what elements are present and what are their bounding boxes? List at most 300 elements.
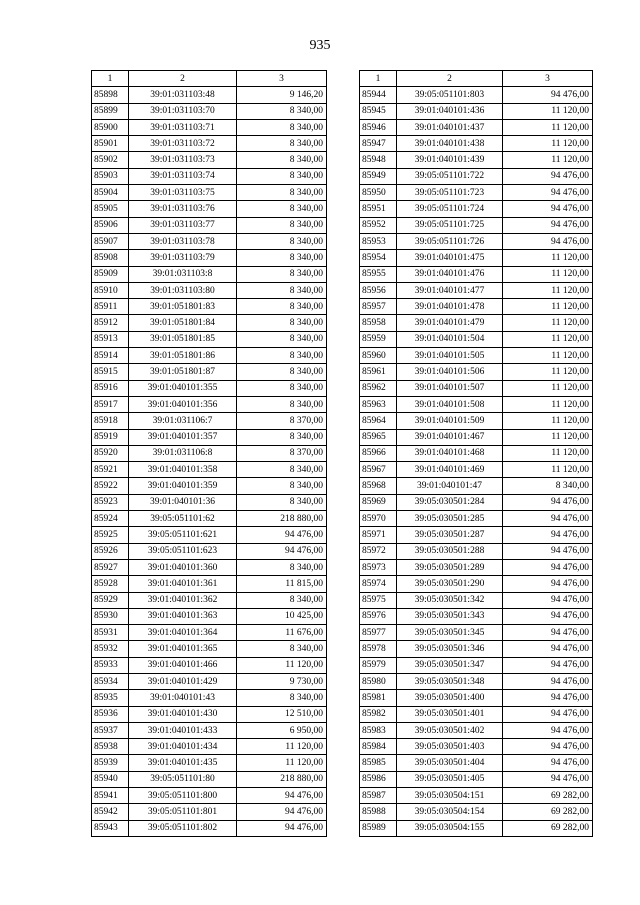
table-row [360,168,593,184]
cadastral-value: 11 676,00 [237,625,327,641]
table-row [92,331,327,347]
cadastral-number: 39:01:031103:77 [129,217,237,233]
row-number: 85948 [360,152,397,168]
cadastral-number: 39:01:040101:466 [129,657,237,673]
cadastral-value: 11 120,00 [503,152,593,168]
table-row [92,771,327,787]
table-row [360,136,593,152]
cadastral-number: 39:01:051801:87 [129,364,237,380]
row-number: 85926 [92,543,129,559]
row-number: 85934 [92,673,129,689]
cadastral-number: 39:05:051101:621 [129,527,237,543]
row-number: 85987 [360,788,397,804]
cadastral-number: 39:01:031103:78 [129,233,237,249]
cadastral-number: 39:01:040101:467 [397,429,503,445]
cadastral-value: 94 476,00 [503,559,593,575]
cadastral-value: 69 282,00 [503,804,593,820]
table-row [92,657,327,673]
cadastral-value: 94 476,00 [503,722,593,738]
cadastral-value: 8 340,00 [237,136,327,152]
cadastral-number: 39:01:040101:507 [397,380,503,396]
row-number: 85947 [360,136,397,152]
cadastral-value: 11 120,00 [503,445,593,461]
cadastral-number: 39:01:031103:75 [129,185,237,201]
table-row [92,755,327,771]
cadastral-value: 94 476,00 [237,788,327,804]
cadastral-value: 8 340,00 [237,168,327,184]
row-number: 85909 [92,266,129,282]
table-row [92,429,327,445]
cadastral-number: 39:05:030501:401 [397,706,503,722]
row-number: 85938 [92,739,129,755]
cadastral-value: 11 120,00 [503,250,593,266]
table-row [360,185,593,201]
cadastral-value: 94 476,00 [503,217,593,233]
table-row [92,559,327,575]
table-row [360,690,593,706]
table-row [92,494,327,510]
cadastral-value: 94 476,00 [503,739,593,755]
row-number: 85916 [92,380,129,396]
cadastral-value: 94 476,00 [503,233,593,249]
row-number: 85962 [360,380,397,396]
cadastral-value: 94 476,00 [503,690,593,706]
table-row [360,625,593,641]
cadastral-value: 11 120,00 [503,103,593,119]
table-row [92,608,327,624]
table-row [92,820,327,836]
row-number: 85969 [360,494,397,510]
table-row [92,380,327,396]
table-row [360,543,593,559]
table-row [92,315,327,331]
cadastral-number: 39:01:031103:73 [129,152,237,168]
cadastral-number: 39:05:030501:347 [397,657,503,673]
table-row [360,755,593,771]
cadastral-number: 39:05:030501:343 [397,608,503,624]
cadastral-value: 69 282,00 [503,788,593,804]
cadastral-value: 11 120,00 [503,136,593,152]
cadastral-value: 11 120,00 [503,315,593,331]
table-row [360,152,593,168]
column-header-number: 1 [360,71,397,87]
table-row [360,87,593,103]
table-row [92,788,327,804]
row-number: 85917 [92,396,129,412]
cadastral-number: 39:01:040101:362 [129,592,237,608]
row-number: 85911 [92,299,129,315]
table-row [92,299,327,315]
cadastral-number: 39:05:051101:62 [129,511,237,527]
row-number: 85945 [360,103,397,119]
cadastral-number: 39:05:030501:290 [397,576,503,592]
row-number: 85951 [360,201,397,217]
cadastral-value: 218 880,00 [237,771,327,787]
row-number: 85914 [92,348,129,364]
table-row [92,413,327,429]
row-number: 85949 [360,168,397,184]
row-number: 85898 [92,87,129,103]
row-number: 85975 [360,592,397,608]
register-table-left [91,70,327,837]
cadastral-number: 39:01:040101:506 [397,364,503,380]
row-number: 85922 [92,478,129,494]
table-row [360,478,593,494]
table-row [360,282,593,298]
cadastral-number: 39:01:040101:437 [397,119,503,135]
row-number: 85952 [360,217,397,233]
cadastral-number: 39:01:040101:476 [397,266,503,282]
cadastral-value: 69 282,00 [503,820,593,836]
cadastral-value: 11 120,00 [237,755,327,771]
row-number: 85902 [92,152,129,168]
row-number: 85981 [360,690,397,706]
table-row [92,739,327,755]
table-row [360,657,593,673]
table-row [92,396,327,412]
cadastral-number: 39:01:031103:71 [129,119,237,135]
cadastral-value: 94 476,00 [237,804,327,820]
cadastral-number: 39:05:030504:154 [397,804,503,820]
cadastral-number: 39:01:040101:439 [397,152,503,168]
row-number: 85901 [92,136,129,152]
table-row [92,804,327,820]
cadastral-value: 218 880,00 [237,511,327,527]
cadastral-number: 39:01:040101:435 [129,755,237,771]
cadastral-number: 39:01:040101:433 [129,722,237,738]
column-header-value: 3 [237,71,327,87]
row-number: 85958 [360,315,397,331]
cadastral-value: 94 476,00 [503,168,593,184]
cadastral-value: 94 476,00 [503,641,593,657]
cadastral-number: 39:01:040101:477 [397,282,503,298]
cadastral-number: 39:01:040101:430 [129,706,237,722]
row-number: 85906 [92,217,129,233]
cadastral-number: 39:01:040101:361 [129,576,237,592]
cadastral-value: 8 340,00 [237,478,327,494]
table-row [360,722,593,738]
cadastral-number: 39:05:030501:342 [397,592,503,608]
table-row [92,673,327,689]
cadastral-value: 8 340,00 [237,690,327,706]
cadastral-number: 39:05:051101:724 [397,201,503,217]
table-row [92,722,327,738]
cadastral-value: 8 340,00 [237,299,327,315]
cadastral-value: 94 476,00 [503,87,593,103]
table-row [92,152,327,168]
cadastral-number: 39:01:040101:508 [397,396,503,412]
cadastral-number: 39:01:051801:83 [129,299,237,315]
row-number: 85984 [360,739,397,755]
column-header-cadastral: 2 [129,71,237,87]
cadastral-value: 11 815,00 [237,576,327,592]
row-number: 85966 [360,445,397,461]
cadastral-number: 39:01:040101:357 [129,429,237,445]
cadastral-number: 39:05:051101:803 [397,87,503,103]
row-number: 85915 [92,364,129,380]
row-number: 85977 [360,625,397,641]
row-number: 85950 [360,185,397,201]
cadastral-number: 39:01:040101:436 [397,103,503,119]
table-row [92,250,327,266]
row-number: 85905 [92,201,129,217]
row-number: 85980 [360,673,397,689]
cadastral-value: 94 476,00 [503,657,593,673]
cadastral-value: 94 476,00 [503,673,593,689]
table-row [92,266,327,282]
row-number: 85940 [92,771,129,787]
cadastral-value: 94 476,00 [503,771,593,787]
cadastral-number: 39:05:030501:402 [397,722,503,738]
cadastral-value: 8 340,00 [237,282,327,298]
cadastral-value: 6 950,00 [237,722,327,738]
row-number: 85982 [360,706,397,722]
cadastral-number: 39:05:030501:289 [397,559,503,575]
cadastral-value: 8 340,00 [237,331,327,347]
row-number: 85972 [360,543,397,559]
cadastral-value: 94 476,00 [503,576,593,592]
cadastral-number: 39:01:040101:429 [129,673,237,689]
cadastral-value: 94 476,00 [503,706,593,722]
cadastral-number: 39:05:030501:285 [397,511,503,527]
cadastral-number: 39:05:030501:345 [397,625,503,641]
cadastral-value: 8 340,00 [237,592,327,608]
cadastral-value: 11 120,00 [503,282,593,298]
cadastral-number: 39:05:030501:288 [397,543,503,559]
cadastral-value: 94 476,00 [237,527,327,543]
row-number: 85921 [92,462,129,478]
cadastral-number: 39:05:051101:800 [129,788,237,804]
row-number: 85933 [92,657,129,673]
column-header-number: 1 [92,71,129,87]
cadastral-number: 39:01:031103:72 [129,136,237,152]
row-number: 85927 [92,559,129,575]
cadastral-value: 11 120,00 [237,657,327,673]
cadastral-value: 8 340,00 [237,119,327,135]
cadastral-value: 8 340,00 [237,152,327,168]
cadastral-number: 39:05:030501:348 [397,673,503,689]
table-row [360,804,593,820]
table-row [360,673,593,689]
row-number: 85943 [92,820,129,836]
table-row [92,625,327,641]
table-header-row [92,71,327,87]
cadastral-value: 94 476,00 [503,755,593,771]
row-number: 85942 [92,804,129,820]
cadastral-number: 39:05:030501:346 [397,641,503,657]
cadastral-number: 39:05:030501:287 [397,527,503,543]
cadastral-number: 39:01:040101:475 [397,250,503,266]
cadastral-value: 8 340,00 [237,233,327,249]
cadastral-number: 39:05:051101:802 [129,820,237,836]
cadastral-value: 94 476,00 [503,592,593,608]
table-row [360,103,593,119]
row-number: 85955 [360,266,397,282]
cadastral-number: 39:05:051101:80 [129,771,237,787]
table-row [360,641,593,657]
cadastral-value: 11 120,00 [237,739,327,755]
row-number: 85963 [360,396,397,412]
row-number: 85939 [92,755,129,771]
table-row [360,429,593,445]
cadastral-number: 39:01:040101:36 [129,494,237,510]
cadastral-number: 39:01:031103:70 [129,103,237,119]
row-number: 85929 [92,592,129,608]
table-row [92,690,327,706]
cadastral-number: 39:01:040101:504 [397,331,503,347]
cadastral-number: 39:01:031106:8 [129,445,237,461]
cadastral-number: 39:05:030504:155 [397,820,503,836]
cadastral-number: 39:01:031103:74 [129,168,237,184]
cadastral-value: 11 120,00 [503,429,593,445]
cadastral-value: 8 340,00 [237,559,327,575]
cadastral-number: 39:05:051101:723 [397,185,503,201]
cadastral-number: 39:01:031103:76 [129,201,237,217]
table-row [360,380,593,396]
cadastral-value: 8 340,00 [237,217,327,233]
row-number: 85904 [92,185,129,201]
cadastral-value: 8 340,00 [237,641,327,657]
row-number: 85954 [360,250,397,266]
cadastral-value: 8 340,00 [237,364,327,380]
cadastral-value: 8 340,00 [237,266,327,282]
table-row [92,217,327,233]
cadastral-number: 39:01:040101:468 [397,445,503,461]
cadastral-value: 11 120,00 [503,364,593,380]
table-row [360,331,593,347]
cadastral-value: 8 340,00 [237,380,327,396]
row-number: 85936 [92,706,129,722]
column-header-value: 3 [503,71,593,87]
cadastral-number: 39:01:040101:478 [397,299,503,315]
cadastral-number: 39:05:030501:400 [397,690,503,706]
row-number: 85903 [92,168,129,184]
table-row [92,478,327,494]
cadastral-number: 39:01:031103:79 [129,250,237,266]
table-row [360,706,593,722]
table-row [92,592,327,608]
cadastral-value: 94 476,00 [503,625,593,641]
row-number: 85960 [360,348,397,364]
cadastral-number: 39:05:030501:405 [397,771,503,787]
row-number: 85944 [360,87,397,103]
register-table-right [359,70,593,837]
row-number: 85974 [360,576,397,592]
cadastral-value: 9 146,20 [237,87,327,103]
page-number: 935 [309,38,331,53]
cadastral-value: 8 340,00 [237,429,327,445]
cadastral-number: 39:05:030501:404 [397,755,503,771]
table-row [360,576,593,592]
table-row [92,136,327,152]
row-number: 85912 [92,315,129,331]
table-row [360,233,593,249]
table-row [92,185,327,201]
cadastral-number: 39:01:051801:84 [129,315,237,331]
row-number: 85968 [360,478,397,494]
cadastral-value: 94 476,00 [503,543,593,559]
row-number: 85918 [92,413,129,429]
row-number: 85910 [92,282,129,298]
row-number: 85985 [360,755,397,771]
cadastral-value: 11 120,00 [503,396,593,412]
row-number: 85979 [360,657,397,673]
table-row [360,315,593,331]
table-row [92,282,327,298]
row-number: 85931 [92,625,129,641]
table-header-row [360,71,593,87]
cadastral-number: 39:05:051101:722 [397,168,503,184]
cadastral-value: 8 340,00 [237,315,327,331]
cadastral-value: 11 120,00 [503,462,593,478]
table-row [360,250,593,266]
row-number: 85959 [360,331,397,347]
row-number: 85989 [360,820,397,836]
cadastral-value: 8 340,00 [503,478,593,494]
table-row [92,364,327,380]
table-row [360,396,593,412]
cadastral-value: 8 340,00 [237,462,327,478]
table-row [360,413,593,429]
table-row [92,641,327,657]
table-row [360,119,593,135]
cadastral-number: 39:01:040101:505 [397,348,503,364]
row-number: 85970 [360,511,397,527]
table-row [92,119,327,135]
cadastral-value: 11 120,00 [503,266,593,282]
cadastral-value: 8 370,00 [237,445,327,461]
table-row [360,608,593,624]
row-number: 85976 [360,608,397,624]
cadastral-number: 39:01:040101:358 [129,462,237,478]
row-number: 85920 [92,445,129,461]
cadastral-value: 94 476,00 [503,608,593,624]
row-number: 85930 [92,608,129,624]
row-number: 85957 [360,299,397,315]
row-number: 85941 [92,788,129,804]
cadastral-value: 11 120,00 [503,331,593,347]
cadastral-value: 94 476,00 [503,201,593,217]
cadastral-number: 39:01:040101:469 [397,462,503,478]
cadastral-number: 39:01:040101:479 [397,315,503,331]
table-row [360,348,593,364]
cadastral-number: 39:01:031103:48 [129,87,237,103]
table-row [360,592,593,608]
cadastral-value: 94 476,00 [503,185,593,201]
cadastral-value: 12 510,00 [237,706,327,722]
table-row [360,771,593,787]
cadastral-value: 11 120,00 [503,299,593,315]
row-number: 85900 [92,119,129,135]
table-row [92,87,327,103]
table-row [360,559,593,575]
cadastral-number: 39:01:031103:8 [129,266,237,282]
column-header-cadastral: 2 [397,71,503,87]
table-row [360,511,593,527]
cadastral-number: 39:01:040101:509 [397,413,503,429]
cadastral-number: 39:01:040101:356 [129,396,237,412]
row-number: 85946 [360,119,397,135]
table-row [360,788,593,804]
cadastral-value: 8 370,00 [237,413,327,429]
cadastral-number: 39:01:051801:85 [129,331,237,347]
cadastral-number: 39:01:040101:360 [129,559,237,575]
cadastral-value: 94 476,00 [503,494,593,510]
row-number: 85988 [360,804,397,820]
row-number: 85956 [360,282,397,298]
cadastral-number: 39:01:040101:434 [129,739,237,755]
cadastral-number: 39:01:040101:363 [129,608,237,624]
